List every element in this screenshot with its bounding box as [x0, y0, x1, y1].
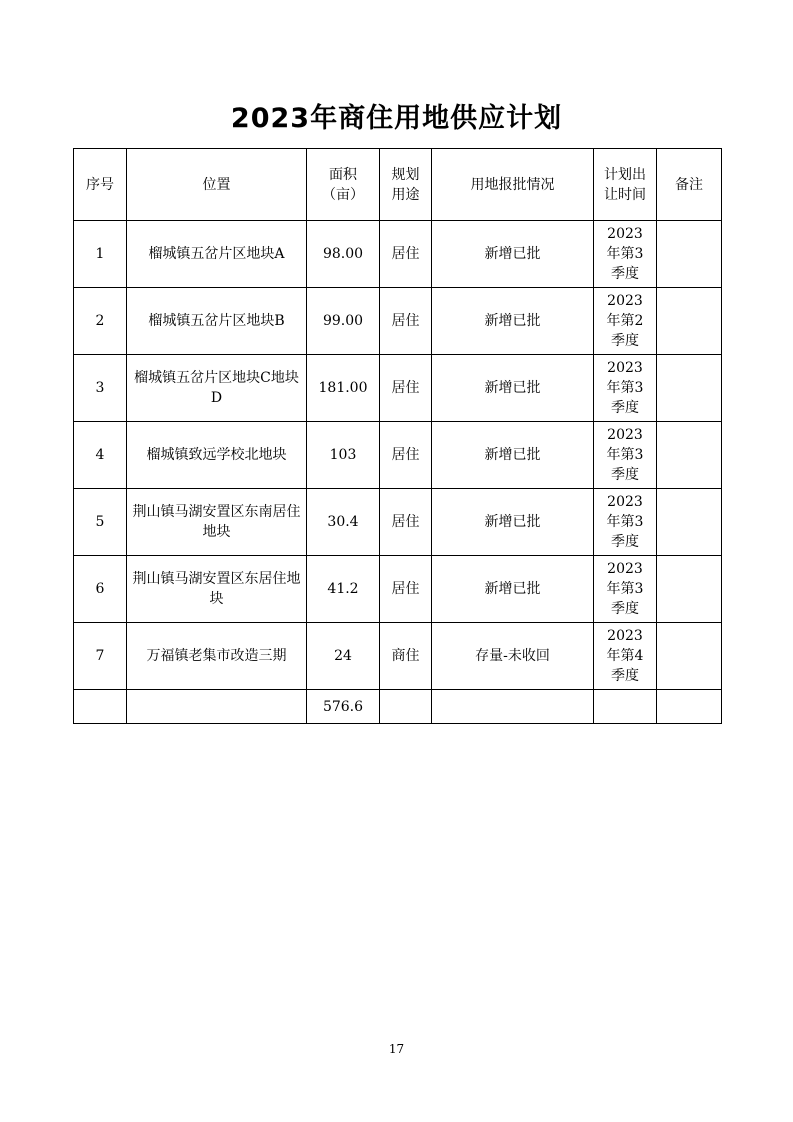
cell-time: 2023 年第3 季度 [594, 422, 657, 489]
cell-location: 榴城镇五岔片区地块A [127, 221, 307, 288]
cell-approval: 新增已批 [432, 288, 594, 355]
cell-remark [657, 556, 722, 623]
header-planned-use: 规划 用途 [380, 149, 432, 221]
table-row [74, 288, 722, 355]
cell-remark [657, 422, 722, 489]
cell-area: 41.2 [307, 556, 380, 623]
cell-time: 2023 年第3 季度 [594, 556, 657, 623]
cell-location: 万福镇老集市改造三期 [127, 623, 307, 690]
cell-location: 榴城镇致远学校北地块 [127, 422, 307, 489]
table-row [74, 221, 722, 288]
cell-approval: 存量-未收回 [432, 623, 594, 690]
table-row [74, 355, 722, 422]
cell-empty [657, 690, 722, 724]
cell-location: 荆山镇马湖安置区东居住地块 [127, 556, 307, 623]
cell-remark [657, 221, 722, 288]
cell-use: 居住 [380, 489, 432, 556]
cell-use: 商住 [380, 623, 432, 690]
header-remark: 备注 [657, 149, 722, 221]
cell-area: 99.00 [307, 288, 380, 355]
land-supply-table [73, 148, 722, 724]
cell-time: 2023 年第3 季度 [594, 355, 657, 422]
cell-area: 181.00 [307, 355, 380, 422]
cell-index: 3 [74, 355, 127, 422]
cell-time: 2023 年第4 季度 [594, 623, 657, 690]
header-location: 位置 [127, 149, 307, 221]
table-row [74, 489, 722, 556]
cell-approval: 新增已批 [432, 422, 594, 489]
cell-use: 居住 [380, 422, 432, 489]
table-row [74, 623, 722, 690]
cell-location: 榴城镇五岔片区地块C地块D [127, 355, 307, 422]
cell-area: 24 [307, 623, 380, 690]
cell-approval: 新增已批 [432, 489, 594, 556]
table-row [74, 422, 722, 489]
cell-area: 30.4 [307, 489, 380, 556]
cell-empty [432, 690, 594, 724]
cell-location: 榴城镇五岔片区地块B [127, 288, 307, 355]
table-row [74, 556, 722, 623]
cell-use: 居住 [380, 288, 432, 355]
header-area: 面积 （亩） [307, 149, 380, 221]
document-title: 2023年商住用地供应计划 [230, 103, 563, 134]
total-row [74, 690, 722, 724]
cell-approval: 新增已批 [432, 221, 594, 288]
cell-approval: 新增已批 [432, 556, 594, 623]
cell-remark [657, 288, 722, 355]
cell-index: 1 [74, 221, 127, 288]
cell-empty [380, 690, 432, 724]
cell-time: 2023 年第3 季度 [594, 489, 657, 556]
cell-index: 4 [74, 422, 127, 489]
cell-use: 居住 [380, 556, 432, 623]
page-number: 17 [388, 1042, 405, 1056]
cell-area: 98.00 [307, 221, 380, 288]
cell-time: 2023 年第3 季度 [594, 221, 657, 288]
cell-index: 5 [74, 489, 127, 556]
total-area: 576.6 [307, 690, 380, 724]
cell-remark [657, 489, 722, 556]
cell-empty [594, 690, 657, 724]
cell-use: 居住 [380, 355, 432, 422]
cell-area: 103 [307, 422, 380, 489]
cell-empty [74, 690, 127, 724]
cell-index: 6 [74, 556, 127, 623]
header-approval-status: 用地报批情况 [432, 149, 594, 221]
cell-index: 2 [74, 288, 127, 355]
cell-use: 居住 [380, 221, 432, 288]
table-header-row [74, 149, 722, 221]
cell-remark [657, 355, 722, 422]
header-index: 序号 [74, 149, 127, 221]
cell-approval: 新增已批 [432, 355, 594, 422]
cell-index: 7 [74, 623, 127, 690]
header-transfer-time: 计划出 让时间 [594, 149, 657, 221]
cell-location: 荆山镇马湖安置区东南居住地块 [127, 489, 307, 556]
cell-time: 2023 年第2 季度 [594, 288, 657, 355]
cell-remark [657, 623, 722, 690]
cell-empty [127, 690, 307, 724]
